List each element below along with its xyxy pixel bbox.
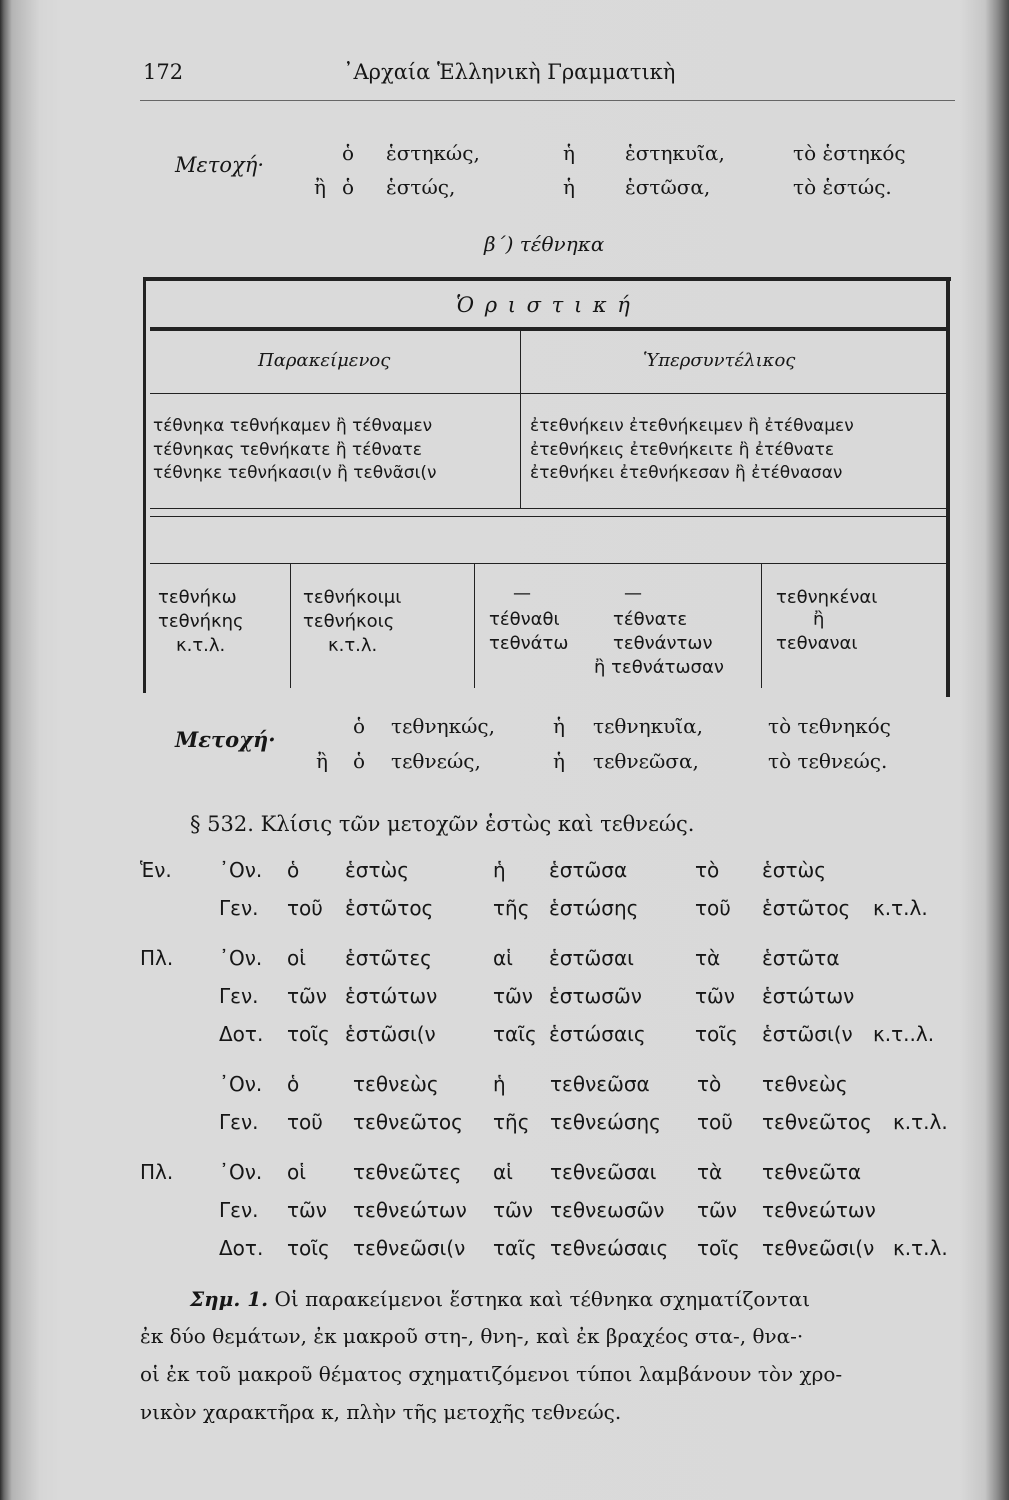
subjunctive-form: τεθνήκω xyxy=(158,587,237,608)
article: ὁ xyxy=(353,749,366,773)
decl-case-label: Δοτ. xyxy=(219,1022,264,1046)
etc-abbrev: κ.τ.λ. xyxy=(176,635,226,656)
title-rule xyxy=(150,327,946,331)
col-header-parakeimenos: Παρακείμενος xyxy=(258,350,391,371)
decl-case-label: Δοτ. xyxy=(219,1236,264,1260)
decl-article: τοῖς xyxy=(695,1022,738,1046)
conjunction: ἢ xyxy=(813,609,825,630)
conjugation-line: ἐτεθνήκει ἐτεθνήκεσαν ἢ ἐτέθνασαν xyxy=(530,463,843,483)
decl-article: τοῖς xyxy=(697,1236,740,1260)
section-rule-1 xyxy=(150,508,946,509)
decl-form: ἑστῶτες xyxy=(345,946,432,970)
section-rule-3 xyxy=(150,563,946,564)
decl-form: τεθνεῶσι(ν xyxy=(353,1236,466,1260)
conjugation-line: τέθνηκα τεθνήκαμεν ἢ τέθναμεν xyxy=(153,416,433,436)
note-line-3: οἱ ἐκ τοῦ μακροῦ θέματος σχηματιζόμενοι τύποι λαμβάνουν τὸν χρο- xyxy=(140,1362,843,1386)
decl-form: τεθνεώσαις xyxy=(550,1236,669,1260)
participle-form: ἑστῶσα, xyxy=(625,175,711,199)
running-title: ᾿Αρχαία Ἑλληνικὴ Γραμματικὴ xyxy=(343,60,676,84)
decl-article: τῶν xyxy=(695,984,735,1008)
decl-article: τῶν xyxy=(697,1198,737,1222)
decl-article: τοῦ xyxy=(695,896,731,920)
metoche-label: Μετοχή· xyxy=(175,153,265,177)
decl-form: ἑστῶτος xyxy=(345,896,434,920)
dash: — xyxy=(513,583,531,604)
decl-article: οἱ xyxy=(287,946,307,970)
decl-number-label: Ἑν. xyxy=(140,858,172,882)
decl-form: τεθνεῶτα xyxy=(762,1160,862,1184)
decl-article: αἱ xyxy=(493,1160,513,1184)
decl-article: τὸ xyxy=(695,858,720,882)
conjugation-line: τέθνηκας τεθνήκατε ἢ τέθνατε xyxy=(153,440,422,460)
metoche-label: Μετοχή· xyxy=(175,727,276,752)
decl-form: τεθνεῶσα xyxy=(550,1072,650,1096)
decl-form: ἑστὼς xyxy=(762,858,827,882)
participle-form: ἑστηκώς, xyxy=(386,141,480,165)
conjugation-line: τέθνηκε τεθνήκασι(ν ἢ τεθνᾶσι(ν xyxy=(153,463,437,483)
decl-form: ἑστώσης xyxy=(549,896,639,920)
decl-article: οἱ xyxy=(287,1160,307,1184)
decl-article: τῶν xyxy=(287,1198,327,1222)
section-b-title: β΄) τέθνηκα xyxy=(484,232,605,256)
note-label: Σημ. 1. xyxy=(190,1287,269,1311)
table-top-rule xyxy=(143,277,951,281)
column-divider xyxy=(761,564,762,688)
table-right-border xyxy=(946,277,950,697)
note-line-4: νικὸν χαρακτῆρα κ, πλὴν τῆς μετοχῆς τεθνεώς. xyxy=(140,1400,622,1424)
optative-form: τεθνήκοιμι xyxy=(303,587,402,608)
decl-form: τεθνεώτων xyxy=(353,1198,467,1222)
decl-case-label: Γεν. xyxy=(219,896,259,920)
imperative-form: τεθνάντων xyxy=(613,633,713,654)
header-rule xyxy=(140,100,955,101)
optative-form: τεθνήκοις xyxy=(303,611,395,632)
col-header-hypersyntelikos: Ὑπερσυντέλικος xyxy=(643,350,796,371)
decl-article: ἡ xyxy=(493,1072,506,1096)
participle-form: ἑστηκυῖα, xyxy=(625,141,725,165)
decl-case-label: ᾿Ον. xyxy=(219,858,263,882)
decl-article: ἡ xyxy=(493,858,506,882)
decl-form: ἑστῶσι(ν xyxy=(762,1022,853,1046)
decl-article: τῆς xyxy=(493,1110,530,1134)
decl-article: τοῖς xyxy=(287,1236,330,1260)
note-text: Οἱ παρακείμενοι ἕστηκα καὶ τέθνηκα σχηματίζονται xyxy=(274,1287,811,1311)
participle-form: τὸ τεθνηκός xyxy=(768,714,891,738)
participle-form: τὸ τεθνεώς. xyxy=(768,749,888,773)
infinitive-form: τεθναναι xyxy=(776,633,858,654)
table-title: Ὁ ρ ι σ τ ι κ ή xyxy=(456,293,632,317)
decl-form: τεθνεῶτος xyxy=(762,1110,872,1134)
decl-form: ἑστῶσαι xyxy=(549,946,634,970)
decl-form: τεθνεῶτες xyxy=(353,1160,462,1184)
decl-form: ἑστῶσα xyxy=(549,858,628,882)
decl-form: ἑστῶτα xyxy=(762,946,840,970)
decl-case-label: ᾿Ον. xyxy=(219,1072,263,1096)
dash: — xyxy=(624,583,642,604)
decl-form: ἑστώτων xyxy=(345,984,438,1008)
decl-article: αἱ xyxy=(493,946,513,970)
decl-etc-abbrev: κ.τ.λ. xyxy=(873,896,928,920)
imperative-form: τέθναθι xyxy=(489,609,560,630)
decl-form: τεθνεῶσαι xyxy=(550,1160,657,1184)
column-divider xyxy=(520,331,521,509)
participle-form: ἑστώς, xyxy=(386,175,456,199)
decl-article: ταῖς xyxy=(493,1022,537,1046)
imperative-form: ἢ τεθνάτωσαν xyxy=(594,657,724,678)
imperative-form: τεθνάτω xyxy=(489,633,569,654)
article: ὁ xyxy=(342,175,355,199)
decl-form: τεθνεώσης xyxy=(550,1110,661,1134)
note-line-1 xyxy=(190,1287,810,1311)
decl-form: ἑστώτων xyxy=(762,984,855,1008)
decl-number-label: Πλ. xyxy=(140,1160,174,1184)
infinitive-form: τεθνηκέναι xyxy=(776,587,878,608)
participle-form: τεθνηκώς, xyxy=(391,714,495,738)
decl-form: τεθνεῶτος xyxy=(353,1110,463,1134)
imperative-form: τέθνατε xyxy=(613,609,688,630)
participle-form: τεθνεῶσα, xyxy=(593,749,699,773)
participle-form: τὸ ἑστηκός xyxy=(793,141,906,165)
decl-etc-abbrev: κ.τ..λ. xyxy=(873,1022,935,1046)
decl-etc-abbrev: κ.τ.λ. xyxy=(893,1110,948,1134)
decl-article: τοῖς xyxy=(287,1022,330,1046)
subjunctive-form: τεθνήκης xyxy=(158,611,244,632)
decl-article: τὰ xyxy=(695,946,721,970)
decl-form: τεθνεὼς xyxy=(762,1072,848,1096)
decl-form: τεθνεῶσι(ν xyxy=(762,1236,875,1260)
article: ὁ xyxy=(353,714,366,738)
conjugation-line: ἐτεθνήκειν ἐτεθνήκειμεν ἢ ἐτέθναμεν xyxy=(530,416,854,436)
decl-article: τῶν xyxy=(493,984,533,1008)
decl-case-label: ᾿Ον. xyxy=(219,946,263,970)
article: ἡ xyxy=(553,749,565,773)
decl-case-label: Γεν. xyxy=(219,1110,259,1134)
decl-form: ἑστώσαις xyxy=(549,1022,646,1046)
decl-form: τεθνεωσῶν xyxy=(550,1198,665,1222)
decl-article: τοῦ xyxy=(697,1110,733,1134)
decl-article: τῆς xyxy=(493,896,530,920)
decl-form: τεθνεώτων xyxy=(762,1198,876,1222)
table-left-border xyxy=(143,277,146,693)
decl-article: ὁ xyxy=(287,858,300,882)
decl-form: τεθνεὼς xyxy=(353,1072,439,1096)
article: ἡ xyxy=(563,175,575,199)
decl-number-label: Πλ. xyxy=(140,946,174,970)
decl-article: τῶν xyxy=(287,984,327,1008)
article: ἡ xyxy=(553,714,565,738)
column-divider xyxy=(290,564,291,688)
conjunction: ἢ xyxy=(316,749,328,773)
decl-article: τοῦ xyxy=(287,896,323,920)
conjugation-line: ἐτεθνήκεις ἐτεθνήκειτε ἢ ἐτέθνατε xyxy=(530,440,835,460)
column-divider xyxy=(474,564,475,688)
page-number: 172 xyxy=(143,60,184,84)
participle-form: τὸ ἑστώς. xyxy=(793,175,892,199)
decl-article: ταῖς xyxy=(493,1236,537,1260)
decl-form: ἑστὼς xyxy=(345,858,410,882)
conjunction: ἢ xyxy=(314,175,326,199)
participle-form: τεθνεώς, xyxy=(391,749,481,773)
decl-case-label: Γεν. xyxy=(219,984,259,1008)
header-row-rule xyxy=(150,393,946,394)
section-rule-2 xyxy=(150,516,946,517)
decl-case-label: ᾿Ον. xyxy=(219,1160,263,1184)
decl-case-label: Γεν. xyxy=(219,1198,259,1222)
decl-form: ἑστωσῶν xyxy=(549,984,642,1008)
participle-form: τεθνηκυῖα, xyxy=(593,714,703,738)
section-532-heading: § 532. Κλίσις τῶν μετοχῶν ἑστὼς καὶ τεθνεώς. xyxy=(190,812,695,836)
decl-article: τὰ xyxy=(697,1160,723,1184)
decl-article: τοῦ xyxy=(287,1110,323,1134)
decl-form: ἑστῶτος xyxy=(762,896,851,920)
decl-article: ὁ xyxy=(287,1072,300,1096)
note-line-2: ἐκ δύο θεμάτων, ἐκ μακροῦ στη-, θνη-, καὶ ἐκ βραχέος στα-, θνα-· xyxy=(140,1324,804,1348)
decl-article: τὸ xyxy=(697,1072,722,1096)
etc-abbrev: κ.τ.λ. xyxy=(328,635,378,656)
decl-article: τῶν xyxy=(493,1198,533,1222)
decl-etc-abbrev: κ.τ.λ. xyxy=(893,1236,948,1260)
article: ἡ xyxy=(563,141,575,165)
article: ὁ xyxy=(342,141,355,165)
decl-form: ἑστῶσι(ν xyxy=(345,1022,436,1046)
